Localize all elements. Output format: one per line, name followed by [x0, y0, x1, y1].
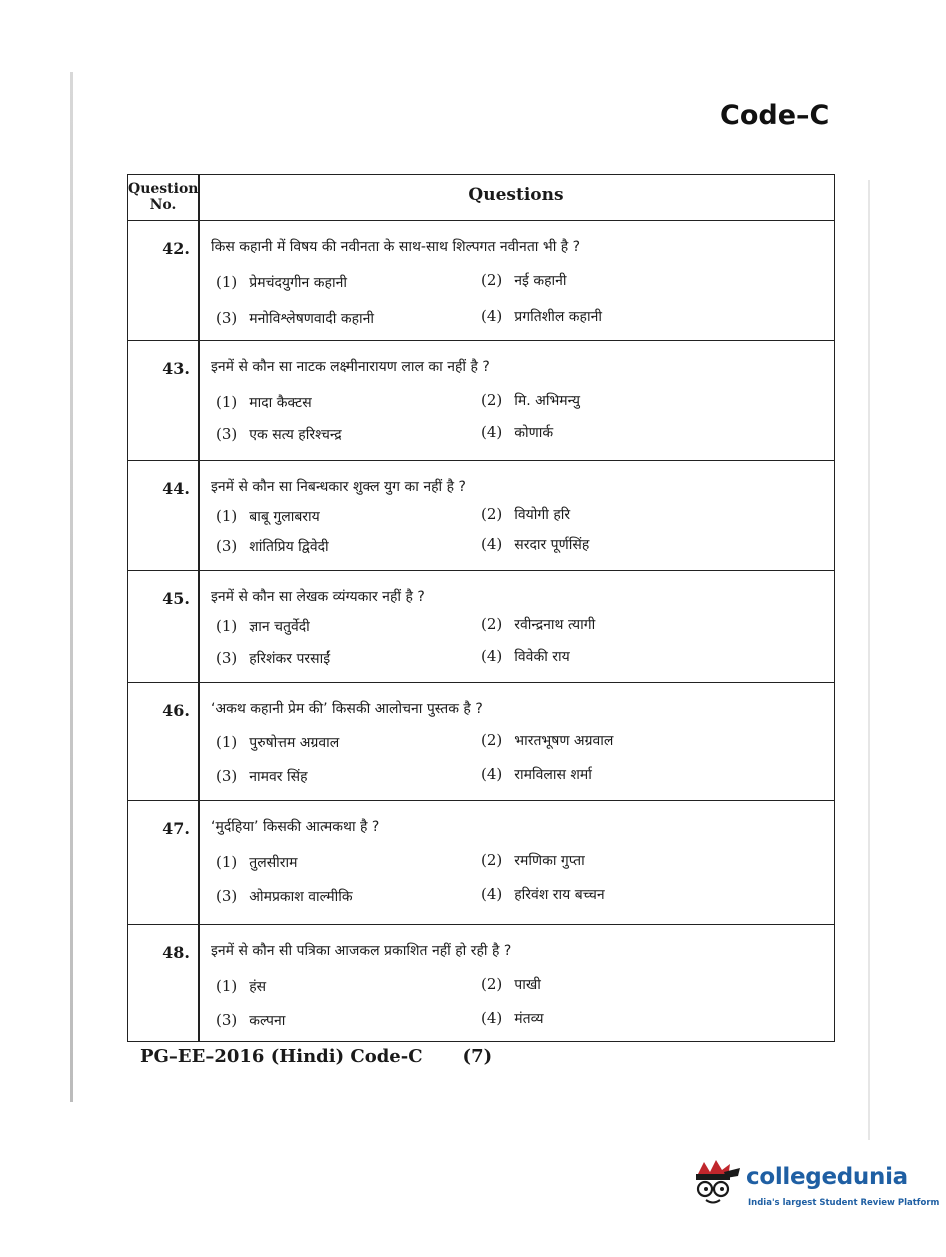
- question-text: इनमें से कौन सा नाटक लक्ष्मीनारायण लाल का नहीं है ?: [211, 359, 490, 375]
- question-number: 42.: [162, 239, 190, 258]
- logo-tagline: India's largest Student Review Platform: [748, 1198, 940, 1208]
- option-1: (1) प्रेमचंदयुगीन कहानी: [216, 273, 347, 291]
- question-number: 45.: [162, 589, 190, 608]
- question-row-42: [128, 221, 834, 341]
- question-row-43: [128, 341, 834, 461]
- collegedunia-logo: [690, 1158, 940, 1218]
- option-2: (2) रवीन्द्रनाथ त्यागी: [481, 615, 596, 633]
- page-number: (7): [462, 1046, 493, 1067]
- scan-edge-right: [868, 180, 870, 1140]
- option-3: (3) एक सत्य हरिश्चन्द्र: [216, 425, 342, 443]
- option-3: (3) कल्पना: [216, 1011, 286, 1029]
- option-4: (4) विवेकी राय: [481, 647, 570, 665]
- page-footer: [140, 1046, 492, 1067]
- question-text: इनमें से कौन सा निबन्धकार शुक्ल युग का नहीं है ?: [211, 479, 466, 495]
- question-row-45: [128, 571, 834, 683]
- option-1: (1) मादा कैक्टस: [216, 393, 312, 411]
- question-number: 46.: [162, 701, 190, 720]
- option-1: (1) बाबू गुलाबराय: [216, 507, 320, 525]
- question-text: इनमें से कौन सी पत्रिका आजकल प्रकाशित नहीं हो रही है ?: [211, 943, 512, 959]
- option-1: (1) हंस: [216, 977, 267, 995]
- option-2: (2) भारतभूषण अग्रवाल: [481, 731, 614, 749]
- option-2: (2) रमणिका गुप्ता: [481, 851, 585, 869]
- option-3: (3) ओमप्रकाश वाल्मीकि: [216, 887, 353, 905]
- option-4: (4) सरदार पूर्णसिंह: [481, 535, 590, 553]
- question-row-44: [128, 461, 834, 571]
- option-4: (4) रामविलास शर्मा: [481, 765, 592, 783]
- header-question-no: Question No.: [128, 181, 199, 213]
- question-text: इनमें से कौन सा लेखक व्यंग्यकार नहीं है ?: [211, 589, 425, 605]
- question-number: 43.: [162, 359, 190, 378]
- option-3: (3) मनोविश्लेषणवादी कहानी: [216, 309, 375, 327]
- question-text: ‘मुर्दहिया’ किसकी आत्मकथा है ?: [211, 819, 380, 835]
- option-1: (1) ज्ञान चतुर्वेदी: [216, 617, 310, 635]
- question-number: 48.: [162, 943, 190, 962]
- question-row-48: [128, 925, 834, 1041]
- option-4: (4) कोणार्क: [481, 423, 554, 441]
- option-4: (4) हरिवंश राय बच्चन: [481, 885, 605, 903]
- option-1: (1) तुलसीराम: [216, 853, 298, 871]
- option-4: (4) मंतव्य: [481, 1009, 544, 1027]
- question-number: 47.: [162, 819, 190, 838]
- question-number: 44.: [162, 479, 190, 498]
- option-3: (3) नामवर सिंह: [216, 767, 308, 785]
- questions-table: [127, 174, 835, 1042]
- option-3: (3) शांतिप्रिय द्विवेदी: [216, 537, 329, 555]
- question-text: किस कहानी में विषय की नवीनता के साथ-साथ शिल्पगत नवीनता भी है ?: [211, 239, 581, 255]
- logo-wordmark: collegedunia: [746, 1164, 908, 1190]
- footer-title: PG–EE–2016 (Hindi) Code-C: [140, 1046, 423, 1067]
- option-1: (1) पुरुषोत्तम अग्रवाल: [216, 733, 340, 751]
- option-4: (4) प्रगतिशील कहानी: [481, 307, 602, 325]
- scan-edge-left: [70, 72, 73, 1102]
- option-2: (2) नई कहानी: [481, 271, 567, 289]
- header-questions: Questions: [468, 185, 564, 205]
- option-3: (3) हरिशंकर परसाईं: [216, 649, 331, 667]
- table-header: [128, 175, 834, 221]
- option-2: (2) पाखी: [481, 975, 541, 993]
- question-row-46: [128, 683, 834, 801]
- question-text: ‘अकथ कहानी प्रेम की’ किसकी आलोचना पुस्तक है ?: [211, 701, 483, 717]
- option-2: (2) वियोगी हरि: [481, 505, 571, 523]
- option-2: (2) मि. अभिमन्यु: [481, 391, 580, 409]
- question-row-47: [128, 801, 834, 925]
- mascot-icon: [690, 1158, 742, 1210]
- paper-code: Code–C: [720, 100, 830, 131]
